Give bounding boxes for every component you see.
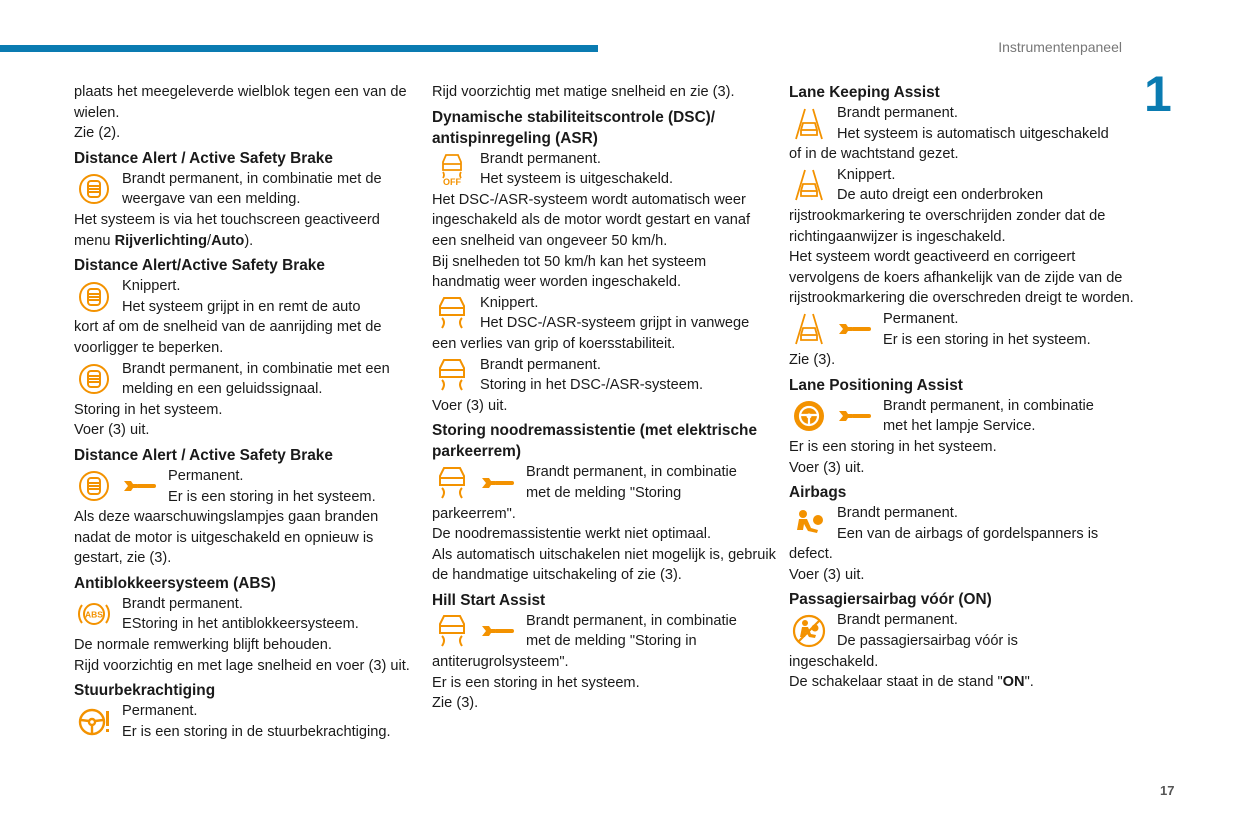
paragraph: parkeerrem".	[432, 505, 516, 522]
indicator-line: Het systeem is automatisch uitgeschakeld	[837, 125, 1109, 142]
paragraph: Als automatisch uitschakelen niet mogelijk is, gebruik de handmatige uitschakeling of zie (3).	[432, 546, 776, 584]
distance-alert-icon	[76, 171, 112, 207]
indicator-line: Brandt permanent.	[837, 505, 958, 522]
indicator-row	[432, 462, 777, 503]
indicator-row	[789, 165, 1134, 206]
text-span: ".	[1024, 674, 1034, 691]
indicator-line: Brandt permanent.	[837, 612, 958, 629]
paragraph: Rijd voorzichtig met matige snelheid en zie (3).	[432, 84, 735, 100]
indicator-row	[74, 466, 416, 507]
paragraph: ingeschakeld.	[789, 653, 879, 670]
page-number: 17	[1160, 783, 1175, 798]
paragraph: De noodremassistentie werkt niet optimaal.	[432, 526, 712, 543]
indicator-line: Er is een storing in het systeem.	[168, 488, 376, 505]
indicator-line: met het lampje Service.	[883, 418, 1036, 435]
text-span: /	[207, 232, 212, 249]
paragraph: Het systeem wordt geactiveerd en corrigeert vervolgens de koers afhankelijk van de zijde van de rijstrookmarkering die overschreden dreigt te worden.	[789, 249, 1134, 307]
paragraph: Zie (2).	[74, 125, 121, 142]
heading-steering: Stuurbekrachtiging	[74, 682, 216, 700]
indicator-row	[432, 293, 777, 334]
indicator-row	[74, 359, 416, 400]
indicator-line: Knippert.	[122, 278, 181, 295]
indicator-row	[74, 701, 416, 742]
paragraph: Zie (3).	[432, 695, 479, 712]
indicator-line: Brandt permanent, in combinatie	[883, 397, 1094, 414]
indicator-line: Permanent.	[168, 467, 244, 484]
dsc-off-label: OFF	[443, 177, 461, 188]
paragraph: Voer (3) uit.	[432, 397, 508, 414]
indicator-line: Het systeem is uitgeschakeld.	[480, 171, 674, 188]
airbag-icon	[791, 506, 827, 542]
indicator-row	[789, 396, 1134, 437]
column-3	[789, 82, 1134, 693]
indicator-row	[432, 355, 777, 396]
paragraph: Rijd voorzichtig en met lage snelheid en voer (3) uit.	[74, 657, 410, 674]
indicator-row	[74, 276, 416, 317]
wrench-icon	[838, 406, 872, 426]
paragraph: Storing in het systeem.	[74, 401, 223, 418]
heading-lane-keeping: Lane Keeping Assist	[789, 84, 940, 101]
indicator-row	[74, 169, 416, 210]
dsc-skid-icon	[434, 357, 470, 393]
heading-distance-alert: Distance Alert / Active Safety Brake	[74, 149, 333, 167]
wrench-icon	[123, 476, 157, 496]
paragraph: kort af om de snelheid van de aanrijding met de voorligger te beperken.	[74, 319, 382, 356]
dsc-skid-icon	[434, 465, 470, 501]
indicator-line: Brandt permanent.	[122, 595, 243, 612]
paragraph: Er is een storing in het systeem.	[789, 438, 997, 455]
heading-hill-start: Hill Start Assist	[432, 591, 546, 609]
lane-keeping-icon	[791, 167, 827, 203]
indicator-row	[789, 103, 1134, 144]
indicator-line: Brandt permanent, in combinatie met de	[122, 170, 382, 187]
chapter-number: 1	[1144, 66, 1172, 122]
indicator-line: Er is een storing in het systeem.	[883, 331, 1091, 348]
indicator-line: Brandt permanent, in combinatie met een	[122, 360, 390, 377]
text-span: ).	[244, 232, 254, 249]
indicator-line: Brandt permanent, in combinatie	[526, 612, 737, 629]
paragraph: een verlies van grip of koersstabiliteit.	[432, 335, 676, 352]
paragraph: Het DSC-/ASR-systeem wordt automatisch weer ingeschakeld als de motor wordt gestart en vanaf een snelheid van ongeveer 50 km/h.	[432, 191, 750, 249]
indicator-line: EStoring in het antiblokkeersysteem.	[122, 616, 359, 633]
paragraph: Voer (3) uit.	[74, 422, 150, 439]
distance-alert-icon	[76, 279, 112, 315]
indicator-line: Knippert.	[837, 166, 896, 183]
paragraph	[74, 210, 416, 251]
distance-alert-icon	[76, 361, 112, 397]
indicator-line: Een van de airbags of gordelspanners is	[837, 525, 1099, 542]
paragraph: Voer (3) uit.	[789, 566, 865, 583]
indicator-line: Brandt permanent, in combinatie	[526, 464, 737, 481]
paragraph: antiterugrolsysteem".	[432, 654, 569, 671]
heading-dsc: Dynamische stabiliteitscontrole (DSC)/ antispinregeling (ASR)	[432, 108, 716, 147]
text-span: Het systeem is via het touchscreen geactiveerd menu	[74, 211, 380, 249]
indicator-line: Brandt permanent.	[480, 150, 601, 167]
indicator-line: Brandt permanent.	[480, 356, 601, 373]
indicator-line: met de melding "Storing in	[526, 633, 697, 650]
indicator-line: De passagiersairbag vóór is	[837, 633, 1018, 650]
distance-alert-icon	[76, 468, 112, 504]
heading-airbags: Airbags	[789, 484, 847, 502]
wrench-icon	[481, 621, 515, 641]
section-title: Instrumentenpaneel	[998, 39, 1122, 55]
lane-keeping-icon	[791, 106, 827, 142]
paragraph: Voer (3) uit.	[789, 459, 865, 476]
heading-passenger-airbag: Passagiersairbag vóór (ON)	[789, 591, 992, 609]
heading-distance-alert: Distance Alert/Active Safety Brake	[74, 257, 325, 275]
heading-lane-positioning: Lane Positioning Assist	[789, 376, 963, 394]
indicator-row	[789, 309, 1134, 350]
paragraph: De normale remwerking blijft behouden.	[74, 637, 332, 654]
paragraph	[789, 672, 1134, 693]
paragraph: defect.	[789, 546, 833, 563]
heading-abs: Antiblokkeersysteem (ABS)	[74, 574, 276, 592]
dsc-off-icon	[434, 151, 470, 187]
lane-positioning-icon	[791, 398, 827, 434]
column-2	[432, 82, 777, 714]
indicator-line: Knippert.	[480, 294, 539, 311]
paragraph: of in de wachtstand gezet.	[789, 146, 959, 163]
menu-name-auto: Auto	[211, 232, 245, 249]
passenger-airbag-on-icon	[791, 613, 827, 649]
indicator-line: met de melding "Storing	[526, 484, 682, 501]
dsc-skid-icon	[434, 613, 470, 649]
svg-text:ABS: ABS	[85, 609, 103, 620]
paragraph: Bij snelheden tot 50 km/h kan het systeem handmatig weer worden ingeschakeld.	[432, 253, 707, 291]
indicator-row	[74, 594, 416, 635]
indicator-line: weergave van een melding.	[122, 191, 301, 208]
indicator-line: Het DSC-/ASR-systeem grijpt in vanwege	[480, 315, 750, 332]
indicator-line: Permanent.	[122, 703, 198, 720]
switch-position-on: ON	[1002, 674, 1025, 691]
menu-name-lighting: Rijverlichting	[114, 232, 208, 249]
heading-distance-alert: Distance Alert / Active Safety Brake	[74, 446, 333, 464]
indicator-row	[432, 149, 777, 190]
paragraph: plaats het meegeleverde wielblok tegen een van de wielen.	[74, 84, 407, 121]
paragraph: Er is een storing in het systeem.	[432, 674, 640, 691]
wrench-icon	[481, 473, 515, 493]
header-accent-bar	[0, 45, 598, 52]
indicator-row	[789, 503, 1134, 544]
abs-icon	[76, 596, 112, 632]
heading-emergency-brake: Storing noodremassistentie (met elektrische parkeerrem)	[432, 422, 758, 461]
indicator-line: Storing in het DSC-/ASR-systeem.	[480, 377, 704, 394]
paragraph: Zie (3).	[789, 352, 836, 369]
indicator-row	[432, 611, 777, 652]
text-span: De schakelaar staat in de stand "	[789, 674, 1003, 691]
indicator-line: Permanent.	[883, 310, 959, 327]
lane-keeping-icon	[791, 311, 827, 347]
indicator-row	[789, 610, 1134, 651]
dsc-skid-icon	[434, 295, 470, 331]
indicator-line: De auto dreigt een onderbroken	[837, 187, 1044, 204]
column-1	[74, 82, 416, 742]
steering-wheel-warning-icon	[76, 704, 112, 740]
indicator-line: Het systeem grijpt in en remt de auto	[122, 298, 361, 315]
paragraph: rijstrookmarkering te overschrijden zonder dat de richtingaanwijzer is ingeschakeld.	[789, 207, 1106, 245]
indicator-line: Brandt permanent.	[837, 105, 958, 121]
indicator-line: Er is een storing in de stuurbekrachtiging.	[122, 723, 391, 740]
wrench-icon	[838, 319, 872, 339]
indicator-line: melding en een geluidssignaal.	[122, 381, 323, 398]
paragraph: Als deze waarschuwingslampjes gaan branden nadat de motor is uitgeschakeld en opnieuw is gestart, zie (3).	[74, 509, 379, 567]
